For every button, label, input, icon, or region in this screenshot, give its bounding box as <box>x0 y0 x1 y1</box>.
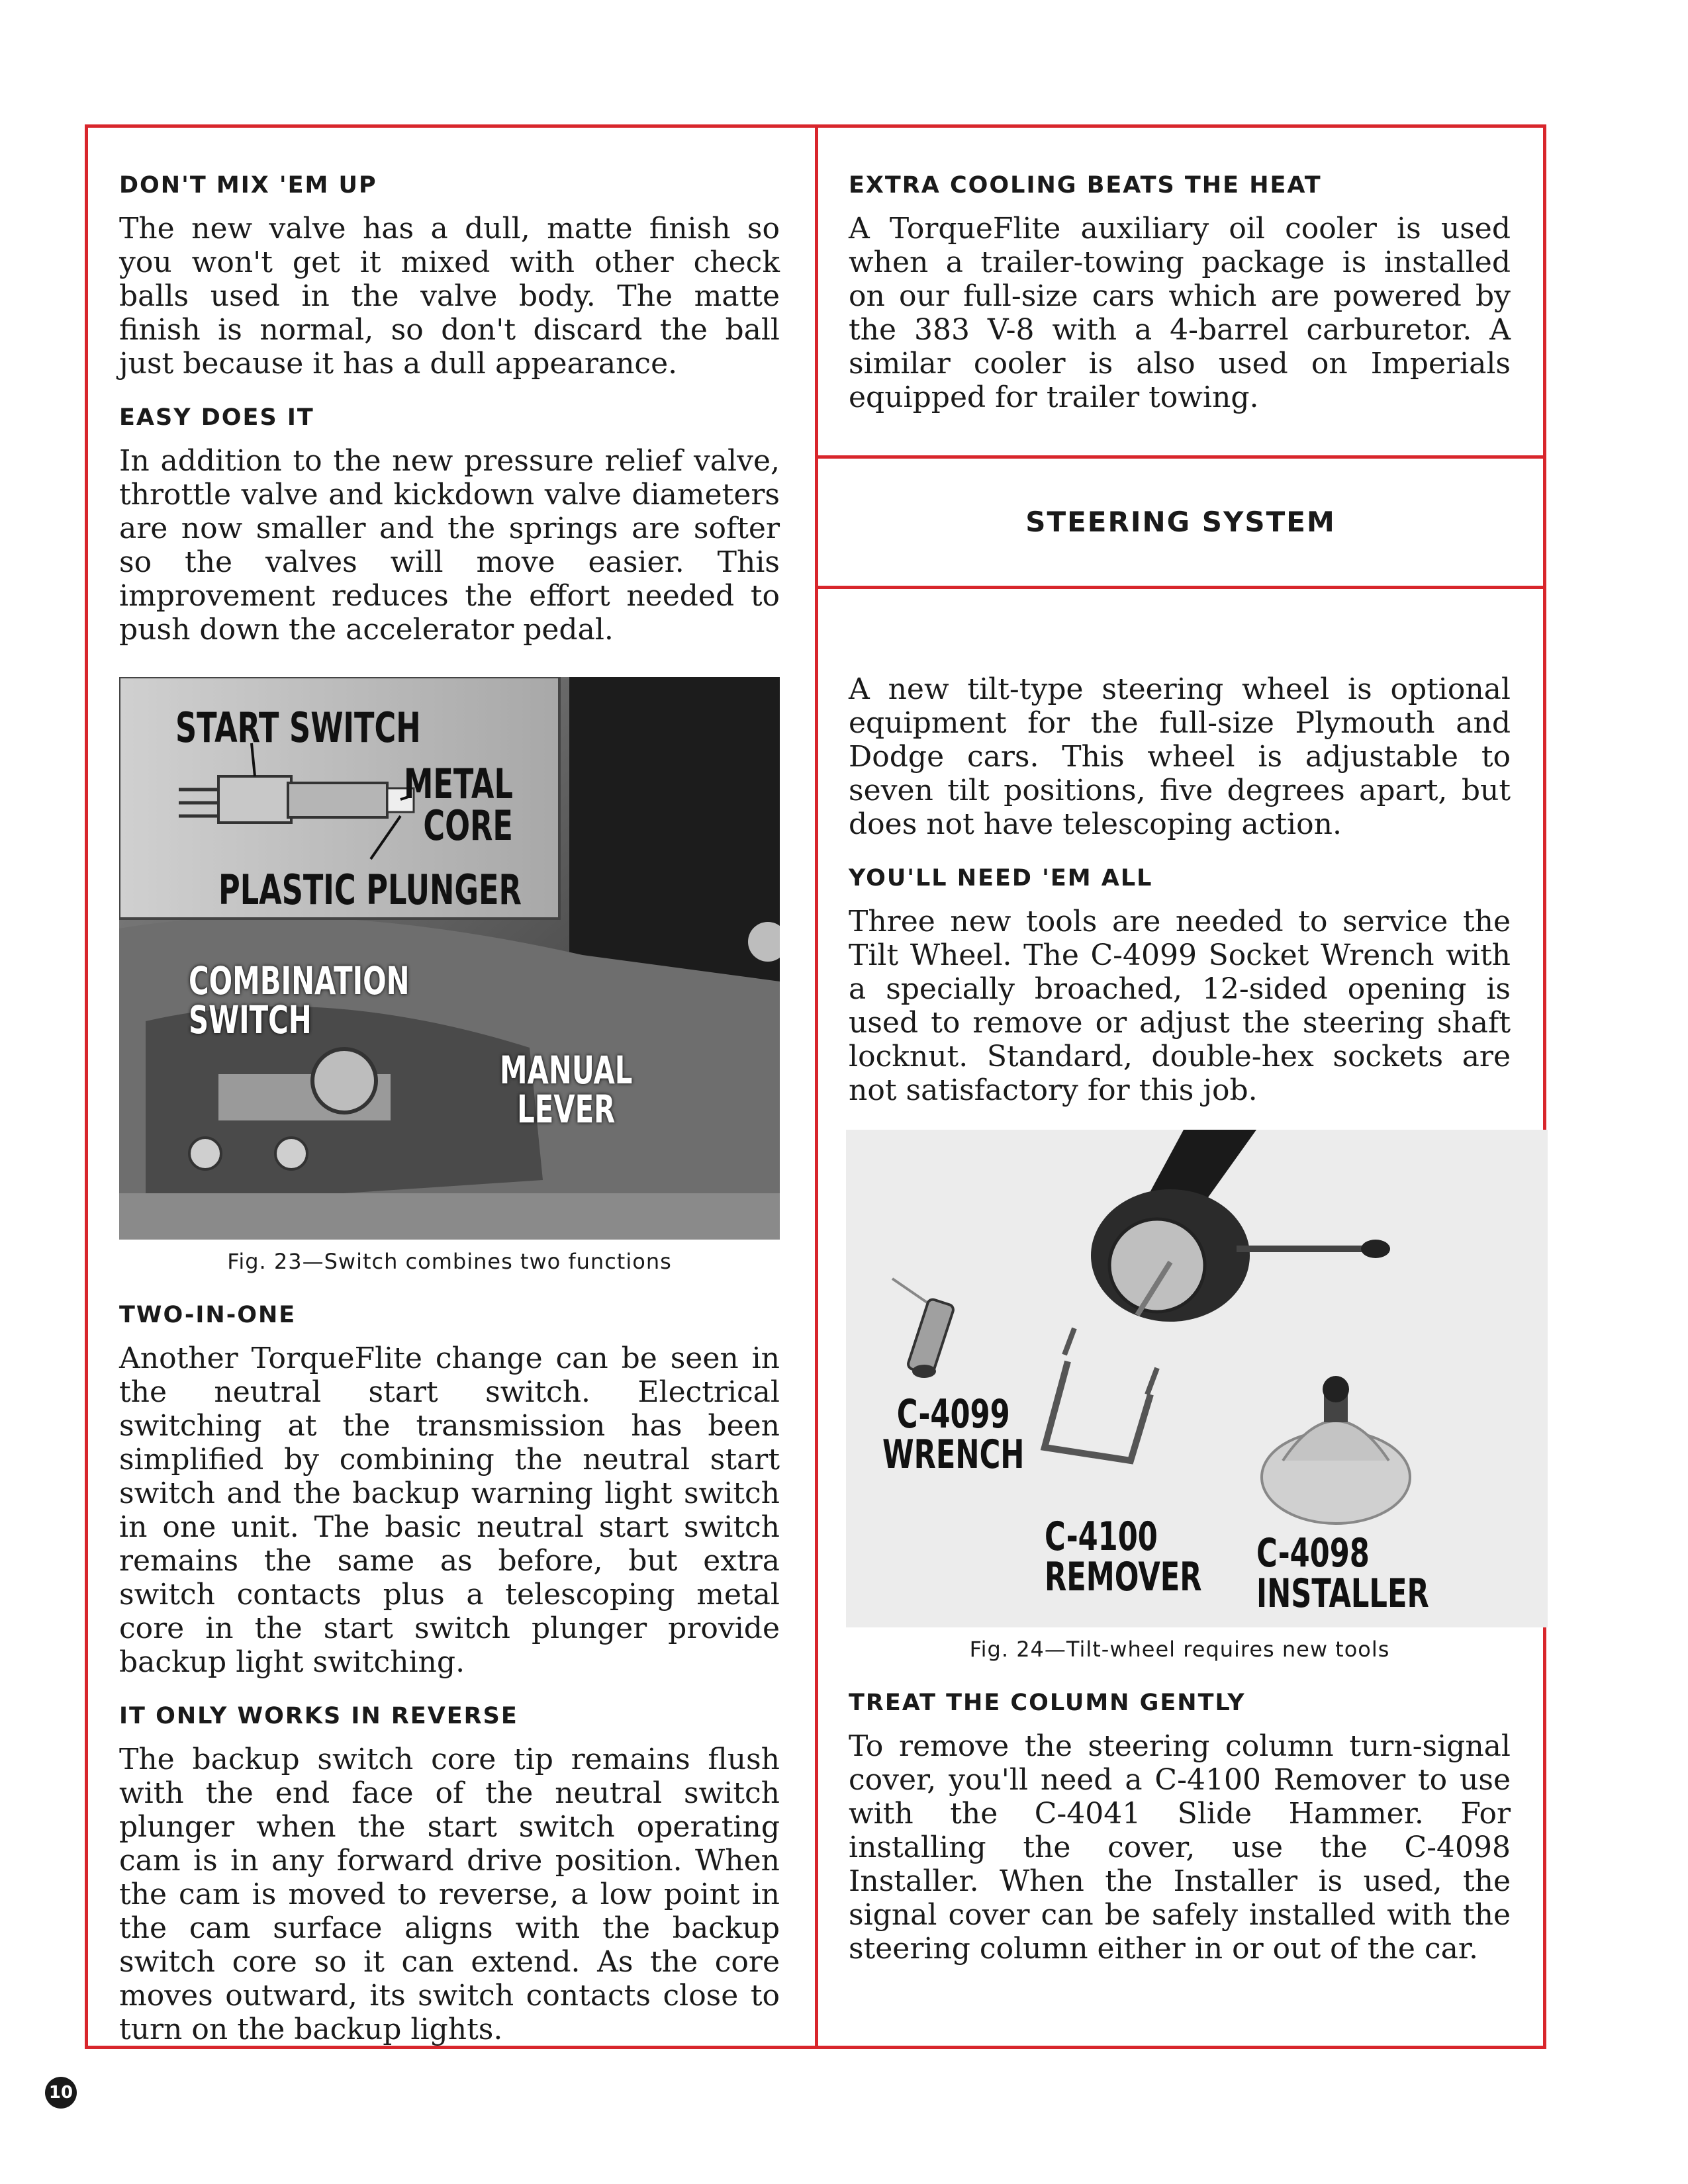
right-lower <box>849 672 1511 1988</box>
label-manual-lever: MANUAL LEVER <box>500 1048 633 1132</box>
label-c4099-wrench: C-4099 WRENCH <box>882 1391 1025 1479</box>
label-c4100-remover: C-4100 REMOVER <box>1045 1514 1202 1601</box>
heading-easy-does-it: EASY DOES IT <box>119 404 314 431</box>
para-two-in-one: Another TorqueFlite change can be seen in the neutral start switch. Electrical switching at the transmission has been simplified by combining the neutral start switch and the backup warning light switch in one unit. The basic neutral start switch remains the same as before, but extra switch contacts plus a telescoping metal core in the start switch plunger provide backup light switching. <box>119 1342 780 1679</box>
right-top <box>849 171 1511 437</box>
fig24-caption: Fig. 24—Tilt-wheel requires new tools <box>969 1637 1390 1662</box>
heading-only-reverse: IT ONLY WORKS IN REVERSE <box>119 1703 518 1729</box>
para-dont-mix: The new valve has a dull, matte finish so you won't get it mixed with other check balls used in the valve body. The matte finish is normal, so don't discard the ball just because it has a dull appearance. <box>119 212 780 381</box>
fig23-photo <box>119 677 780 1240</box>
left-column <box>119 171 780 2069</box>
divider-below-banner <box>815 586 1546 589</box>
para-easy-does-it: In addition to the new pressure relief valve, throttle valve and kickdown valve diameters are now smaller and the springs are softer so the valves will move easier. This improvement reduces the effort needed to push down the accelerator pedal. <box>119 444 780 647</box>
heading-treat-column: TREAT THE COLUMN GENTLY <box>849 1690 1246 1716</box>
heading-dont-mix: DON'T MIX 'EM UP <box>119 172 377 199</box>
para-need-em-all: Three new tools are needed to service the Tilt Wheel. The C-4099 Socket Wrench with a specially broached, 12-sided opening is used to remove or adjust the steering shaft locknut. Standard, double-hex sockets are not satisfactory for this job. <box>849 905 1511 1107</box>
heading-two-in-one: TWO-IN-ONE <box>119 1302 297 1328</box>
label-c4098-installer: C-4098 INSTALLER <box>1256 1530 1429 1617</box>
para-only-reverse: The backup switch core tip remains flush with the end face of the neutral switch plunger when the start switch operating cam is in any forward drive position. When the cam is moved to reverse, a low point in the cam surface aligns with the backup switch core so it can extend. As the core moves outward, its switch contacts close to turn on the backup lights. <box>119 1743 780 2046</box>
divider-above-banner <box>815 455 1546 459</box>
label-start-switch: START SWITCH <box>175 704 421 752</box>
fig24-photo <box>846 1130 1548 1627</box>
page-number: 10 <box>45 2077 77 2109</box>
fig23-caption: Fig. 23—Switch combines two functions <box>227 1249 672 1274</box>
para-steering-intro: A new tilt-type steering wheel is optional equipment for the full-size Plymouth and Dodge cars. This wheel is adjustable to seven tilt positions, five degrees apart, but does not have telescoping action. <box>849 672 1511 841</box>
para-extra-cooling: A TorqueFlite auxiliary oil cooler is used when a trailer-towing package is installed on our full-size cars which are powered by the 383 V-8 with a 4-barrel carburetor. A similar cooler is also used on Imperials equipped for trailer towing. <box>849 212 1511 414</box>
heading-need-em-all: YOU'LL NEED 'EM ALL <box>849 865 1153 891</box>
para-treat-column: To remove the steering column turn-signal cover, you'll need a C-4100 Remover to use with the C-4041 Slide Hammer. For installing the cover, use the C-4098 Installer. When the Installer is used, the signal cover can be safely installed with the steering column either in or out of the car. <box>849 1729 1511 1966</box>
label-plastic-plunger: PLASTIC PLUNGER <box>218 866 522 914</box>
column-divider <box>815 128 818 2046</box>
label-combination-switch: COMBINATION SWITCH <box>189 958 410 1043</box>
banner-steering-system: STEERING SYSTEM <box>1025 506 1336 538</box>
heading-extra-cooling: EXTRA COOLING BEATS THE HEAT <box>849 172 1322 199</box>
label-metal-core: METAL CORE <box>404 760 513 850</box>
